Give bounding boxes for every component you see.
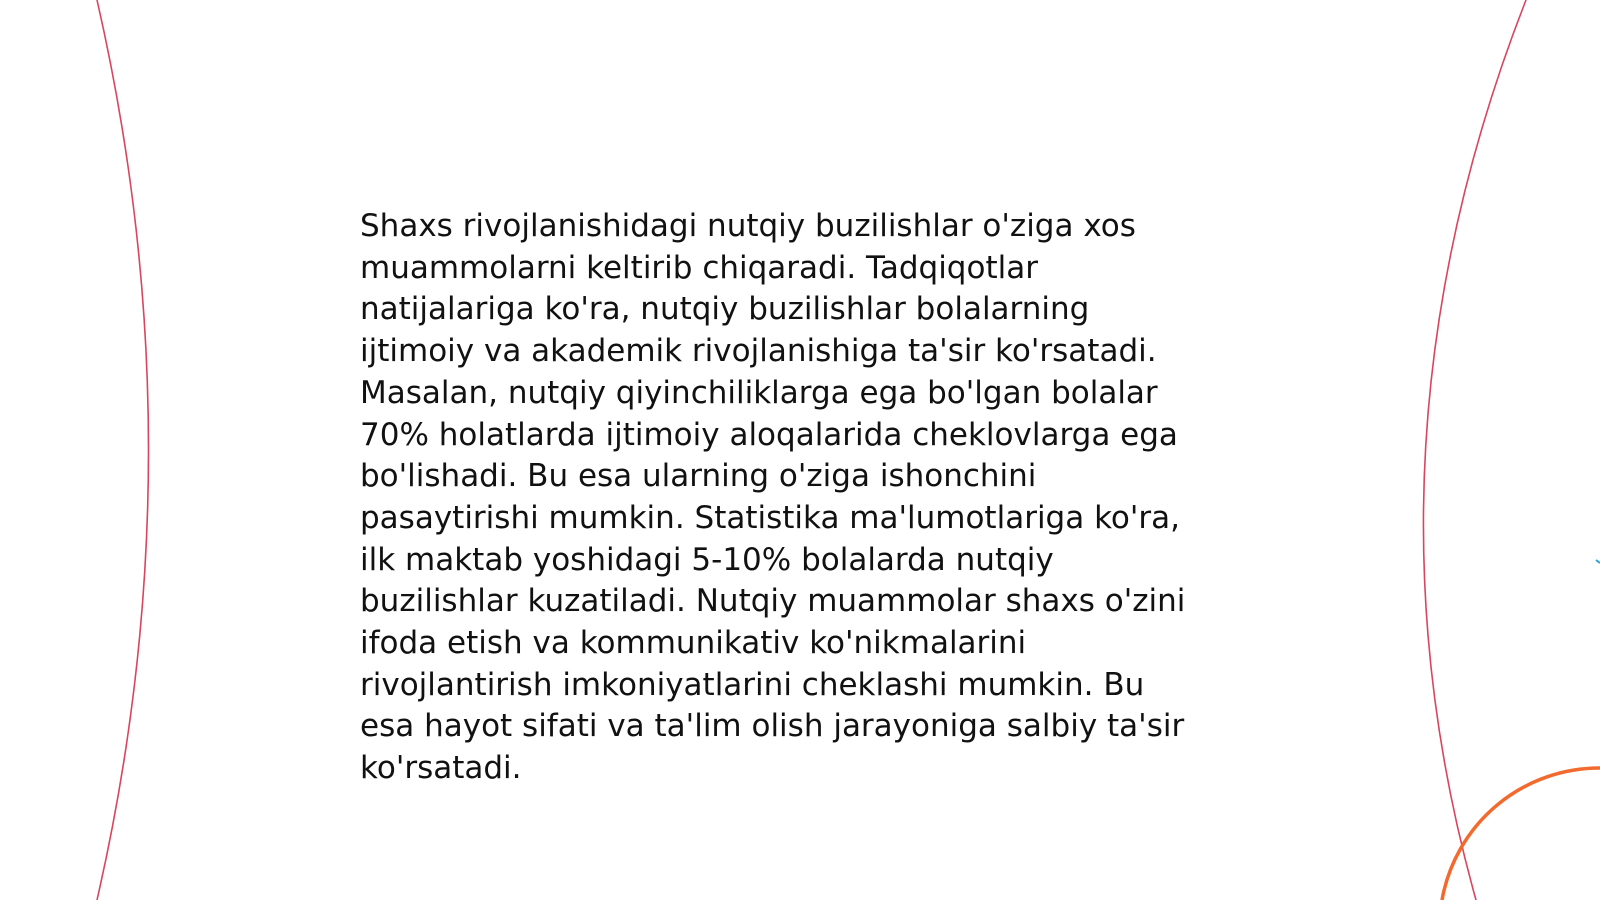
blue-mark (1596, 560, 1600, 563)
body-paragraph: Shaxs rivojlanishidagi nutqiy buzilishlar o'ziga xos muammolarni keltirib chiqaradi. Tadqiqotlar natijalariga ko'ra, nutqiy buzilishlar bolalarning ijtimoiy va akademik rivojlanishiga ta'sir ko'rsatadi. Masalan, nutqiy qiyinchiliklarga ega bo'lgan bolalar 70% holatlarda ijtimoiy aloqalarida cheklovlarga ega bo'lishadi. Bu esa ularning o'ziga ishonchini pasaytirishi mumkin. Statistika ma'lumotlariga ko'ra, ilk maktab yoshidagi 5-10% bolalarda nutqiy buzilishlar kuzatiladi. Nutqiy muammolar shaxs o'zini ifoda etish va kommunikativ ko'nikmalarini rivojlantirish imkoniyatlarini cheklashi mumkin. Bu esa hayot sifati va ta'lim olish jarayoniga salbiy ta'sir ko'rsatadi. (360, 208, 1186, 787)
left-curve-line (97, 0, 149, 900)
right-curve-line (1423, 0, 1526, 900)
orange-arc (1442, 768, 1600, 900)
